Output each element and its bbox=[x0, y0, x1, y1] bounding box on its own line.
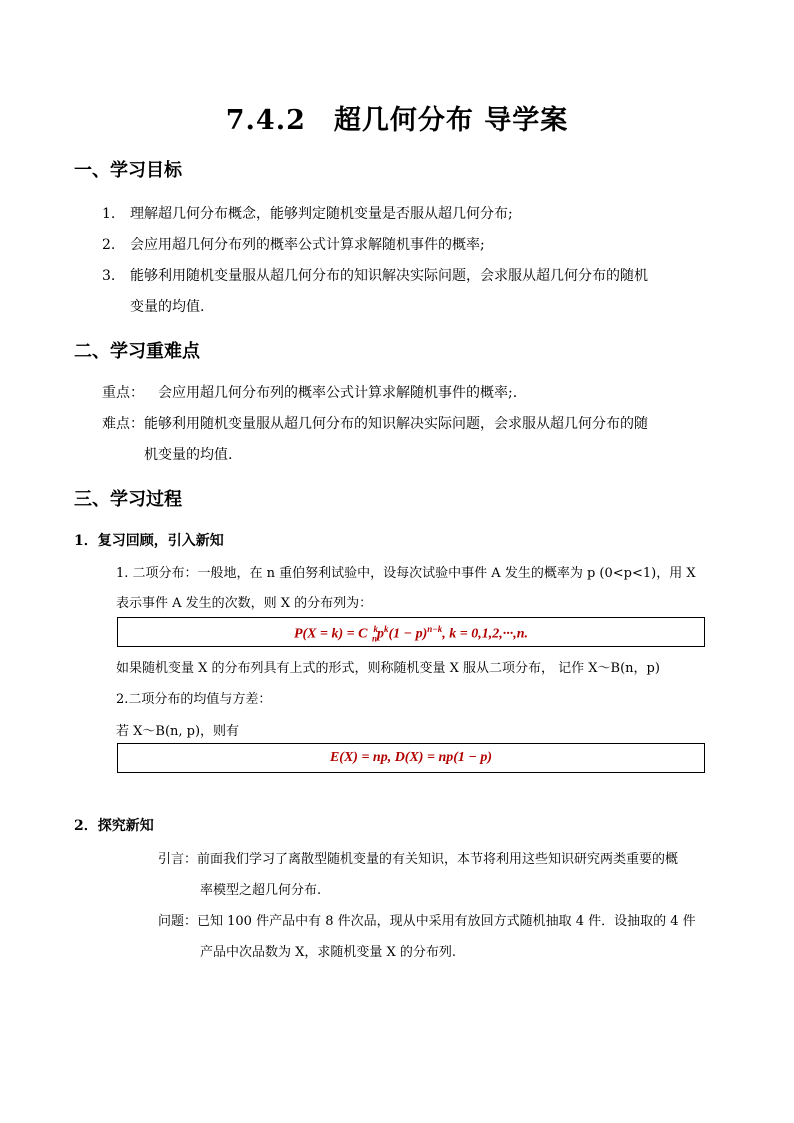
section-heading-objectives: 一、学习目标 bbox=[74, 160, 182, 181]
subsection-heading-explore: 2．探究新知 bbox=[74, 818, 154, 834]
list-number: 1. bbox=[102, 206, 116, 222]
question-line1: 问题：已知 100 件产品中有 8 件次品，现从中采用有放回方式随机抽取 4 件．设抽取的 4 件 bbox=[158, 914, 696, 929]
difficulty-point bbox=[102, 413, 648, 433]
paragraph-binomial-line2: 表示事件 A 发生的次数，则 X 的分布列为： bbox=[116, 596, 373, 611]
key-point-label: 重点： bbox=[102, 385, 144, 401]
difficulty-continuation: 机变量的均值. bbox=[144, 447, 233, 463]
formula-box-mean-variance bbox=[117, 743, 705, 773]
list-item bbox=[102, 234, 485, 254]
intro-line2: 率模型之超几何分布. bbox=[200, 883, 322, 898]
difficulty-label: 难点： bbox=[102, 416, 144, 432]
list-number: 2. bbox=[102, 237, 116, 253]
difficulty-text: 能够利用随机变量服从超几何分布的知识解决实际问题，会求服从超几何分布的随 bbox=[144, 416, 648, 432]
formula-box-binomial bbox=[117, 617, 705, 647]
intro-line1: 引言：前面我们学习了离散型随机变量的有关知识，本节将利用这些知识研究两类重要的概 bbox=[158, 852, 679, 867]
section-heading-key-points: 二、学习重难点 bbox=[74, 341, 200, 362]
paragraph-binomial-definition: 如果随机变量 X 的分布列具有上式的形式，则称随机变量 X 服从二项分布， 记作 X～B(n，p) bbox=[116, 661, 660, 676]
list-text: 理解超几何分布概念，能够判定随机变量是否服从超几何分布; bbox=[130, 206, 513, 222]
list-item bbox=[102, 203, 513, 223]
list-text: 会应用超几何分布列的概率公式计算求解随机事件的概率; bbox=[130, 237, 485, 253]
formula-binomial-distribution: P(X = k) = C $^k_np^k(1 - p)^{n-k}$, k = 0,1,2,···,n. bbox=[293, 624, 529, 644]
paragraph-mean-variance: 2.二项分布的均值与方差： bbox=[116, 692, 272, 707]
paragraph-binomial-line1: 1. 二项分布：一般地，在 n 重伯努利试验中，设每次试验中事件 A 发生的概率为 p (0<p<1)，用 X bbox=[116, 566, 696, 581]
key-point bbox=[102, 382, 517, 402]
list-item bbox=[102, 265, 648, 285]
formula-mean-variance: E(X) = np, D(X) = np(1 − p) bbox=[329, 750, 493, 765]
list-number: 3. bbox=[102, 268, 116, 284]
list-item-continuation: 变量的均值. bbox=[130, 299, 205, 315]
subsection-heading-review: 1．复习回顾，引入新知 bbox=[74, 533, 224, 549]
key-point-text: 会应用超几何分布列的概率公式计算求解随机事件的概率;. bbox=[158, 385, 518, 401]
page-title: 7.4.2 超几何分布 导学案 bbox=[225, 105, 569, 136]
section-heading-process: 三、学习过程 bbox=[74, 489, 182, 510]
paragraph-if-binomial: 若 X～B(n, p)，则有 bbox=[116, 724, 240, 739]
question-line2: 产品中次品数为 X，求随机变量 X 的分布列. bbox=[200, 945, 457, 960]
list-text: 能够利用随机变量服从超几何分布的知识解决实际问题，会求服从超几何分布的随机 bbox=[130, 268, 648, 284]
